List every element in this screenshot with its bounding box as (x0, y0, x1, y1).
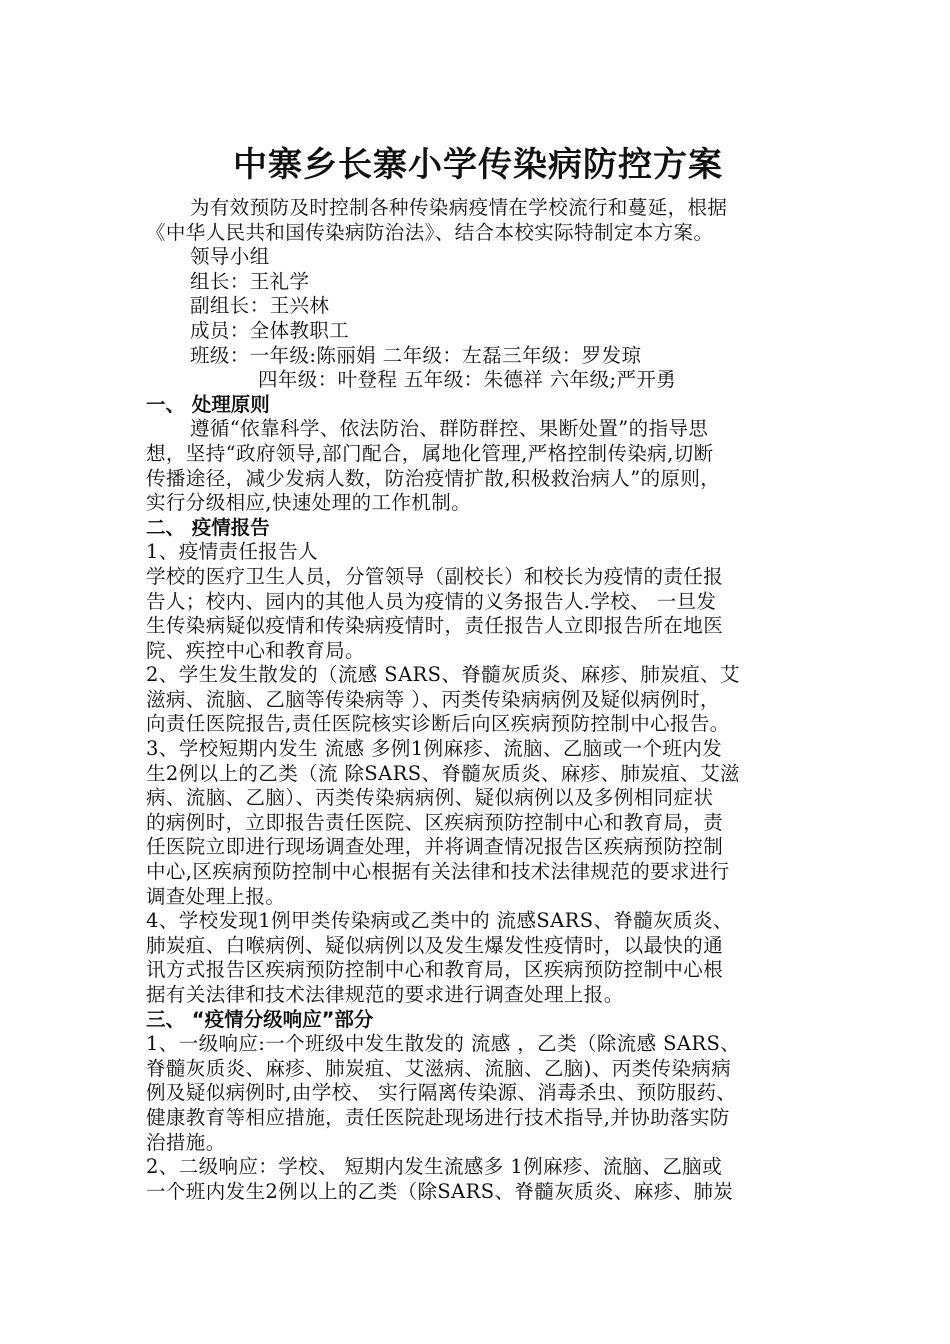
paragraph-line: 2、学生发生散发的（流感 SARS、脊髓灰质炎、麻疹、肺炭疽、艾 (146, 663, 740, 687)
paragraph-line: 病、流脑、乙脑）、丙类传染病病例、疑似病例以及多例相同症状 (146, 786, 714, 810)
paragraph-line: 中心,区疾病预防控制中心根据有关法律和技术法律规范的要求进行 (146, 860, 730, 884)
paragraph-line: 传播途径，减少发病人数，防治疫情扩散,积极救治病人”的原则， (146, 466, 721, 490)
paragraph-line: 告人；校内、园内的其他人员为疫情的义务报告人.学校、 一旦发 (146, 589, 717, 613)
paragraph-line: 3、学校短期内发生 流感 多例1例麻疹、流脑、乙脑或一个班内发 (146, 737, 723, 761)
paragraph-line: 任医院立即进行现场调查处理，并将调查情况报告区疾病预防控制 (146, 835, 724, 859)
intro-line: 为有效预防及时控制各种传染病疫情在学校流行和蔓延，根据 (190, 196, 728, 219)
leader-line: 组长：王礼学 (190, 269, 310, 293)
paragraph-line: 4、学校发现1例甲类传染病或乙类中的 流感SARS、脊髓灰质炎、 (146, 909, 733, 933)
classes-line: 四年级：叶登程 五年级：朱德祥 六年级;严开勇 (258, 368, 677, 392)
paragraph-line: 向责任医院报告,责任医院核实诊断后向区疾病预防控制中心报告。 (146, 712, 730, 736)
intro-line: 《中华人民共和国传染病防治法》、结合本校实际特制定本方案。 (146, 220, 714, 244)
paragraph-line: 脊髓灰质炎、麻疹、肺炭疽、艾滋病、流脑、乙脑)、丙类传染病病 (146, 1056, 732, 1080)
paragraph-line: 滋病、流脑、乙脑等传染病等 ）、丙类传染病病例及疑似病例时， (146, 687, 720, 711)
paragraph-line: 院、疾控中心和教育局。 (146, 638, 365, 662)
paragraph-line: 遵循“依靠科学、依法防治、群防群控、果断处置”的指导思 (190, 417, 709, 441)
paragraph-line: 讯方式报告区疾病预防控制中心和教育局，区疾病预防控制中心根 (146, 958, 724, 982)
paragraph-line: 生传染病疑似疫情和传染病疫情时，责任报告人立即报告所在地医 (146, 614, 724, 638)
deputy-line: 副组长：王兴林 (190, 294, 330, 318)
paragraph-line: 调查处理上报。 (146, 884, 286, 908)
paragraph-line: 据有关法律和技术法律规范的要求进行调查处理上报。 (146, 983, 624, 1006)
paragraph-line: 1、疫情责任报告人 (146, 540, 319, 564)
paragraph-line: 学校的医疗卫生人员，分管领导（副校长）和校长为疫情的责任报 (146, 564, 724, 588)
paragraph-line: 一个班内发生2例以上的乙类（除SARS、脊髓灰质炎、麻疹、肺炭 (146, 1179, 734, 1203)
paragraph-line: 实行分级相应,快速处理的工作机制。 (146, 491, 471, 515)
section-heading: 二、 疫情报告 (146, 515, 270, 539)
paragraph-line: 治措施。 (146, 1130, 226, 1154)
document-page (146, 140, 810, 1204)
section-heading: 一、 处理原则 (146, 392, 270, 416)
paragraph-line: 肺炭疽、白喉病例、疑似病例以及发生爆发性疫情时，以最快的通 (146, 933, 724, 957)
paragraph-line: 的病例时，立即报告责任医院、区疾病预防控制中心和教育局，责 (146, 810, 724, 834)
members-line: 成员：全体教职工 (190, 318, 350, 342)
document-title: 中寨乡长寨小学传染病防控方案 (233, 145, 723, 185)
classes-line: 班级：一年级:陈丽娟 二年级：左磊三年级：罗发琼 (190, 343, 642, 367)
section-heading: 三、 “疫情分级响应”部分 (146, 1007, 374, 1031)
paragraph-line: 例及疑似病例时,由学校、 实行隔离传染源、消毒杀虫、预防服药、 (146, 1081, 737, 1105)
paragraph-line: 健康教育等相应措施，责任医院赴现场进行技术指导,并协助落实防 (146, 1105, 730, 1129)
paragraph-line: 生2例以上的乙类（流 除SARS、脊髓灰质炎、麻疹、肺炭疽、艾滋 (146, 761, 740, 785)
paragraph-line: 想，坚持“政府领导,部门配合，属地化管理,严格控制传染病,切断 (146, 441, 714, 465)
paragraph-line: 2、二级响应：学校、 短期内发生流感多 1例麻疹、流脑、乙脑或 (146, 1155, 723, 1179)
paragraph-line: 1、一级响应:一个班级中发生散发的 流感 ，乙类（除流感 SARS、 (146, 1032, 741, 1056)
leadership-heading: 领导小组 (190, 245, 270, 269)
